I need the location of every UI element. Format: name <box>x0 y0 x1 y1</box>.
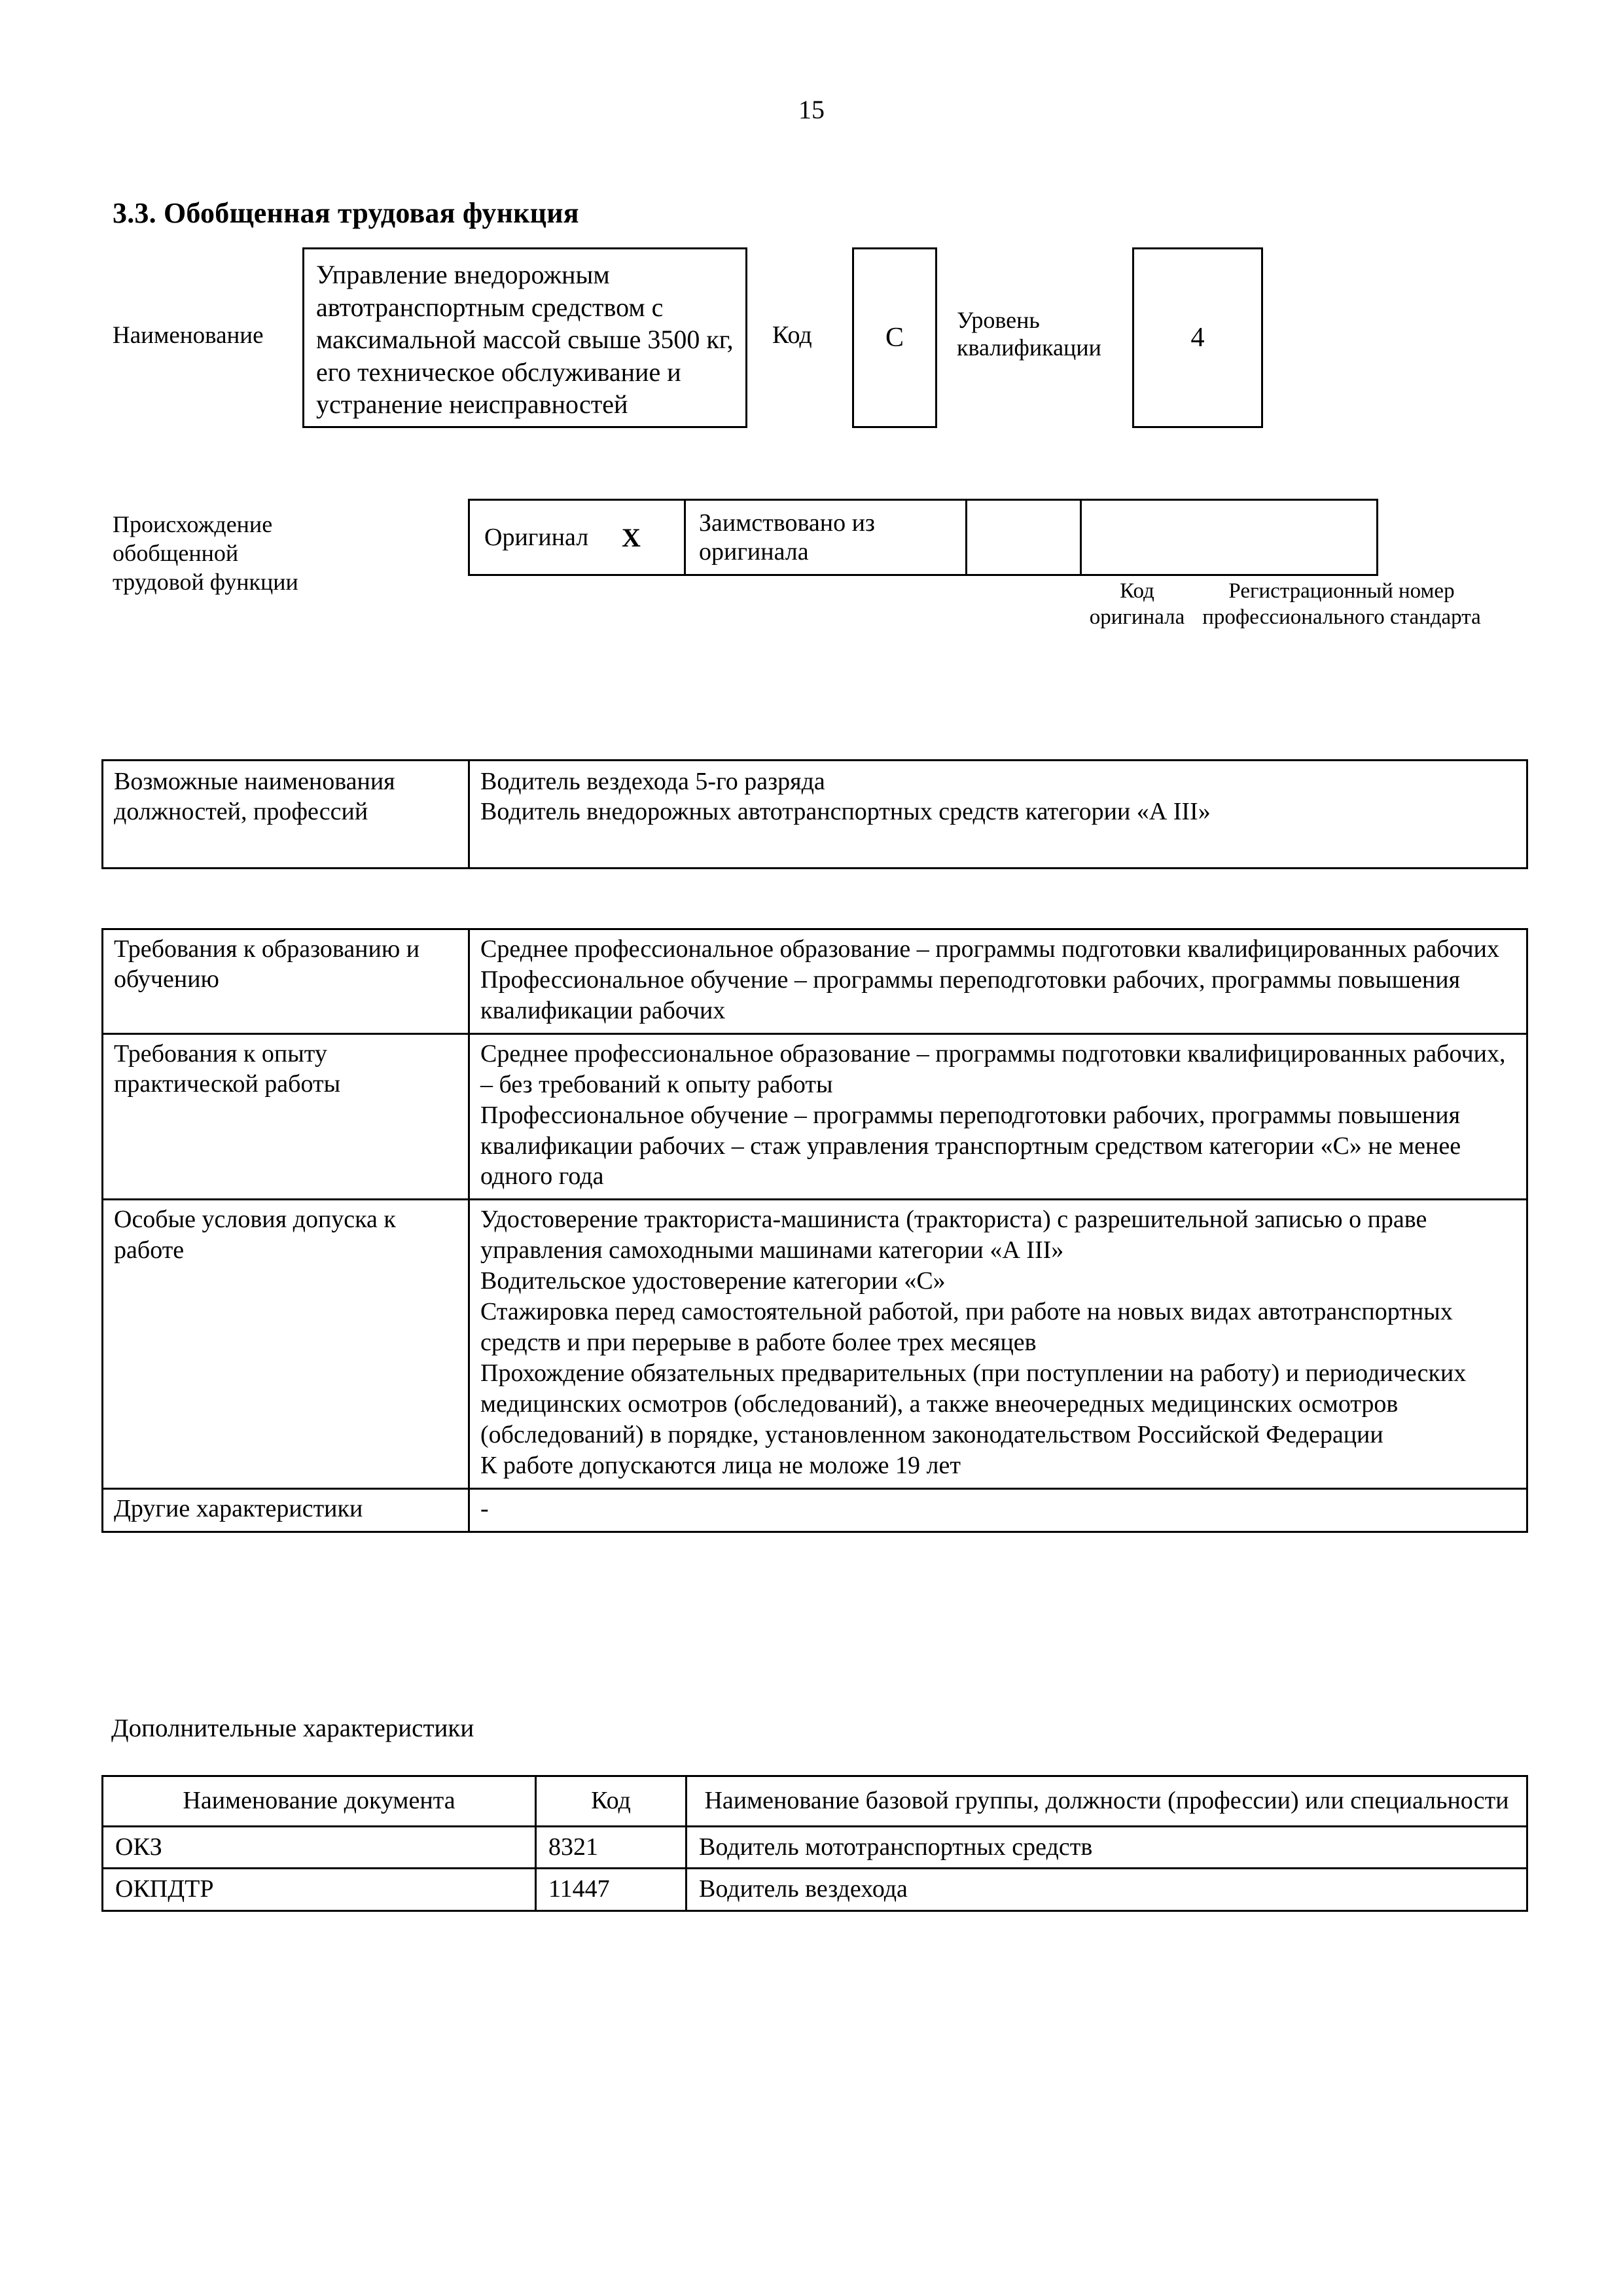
requirements-table <box>101 928 1528 1533</box>
list-item: Профессиональное обучение – программы переподготовки рабочих, программы повышения квалификации рабочих <box>480 965 1461 1024</box>
cell-code: 8321 <box>537 1827 687 1868</box>
list-item: Прохождение обязательных предварительных (при поступлении на работу) и периодических медицинских осмотров (обследований), а также внеочередных медицинских осмотров (обследований) в порядке, установленном законодательством Российской Федерации <box>480 1359 1467 1448</box>
list-item: Среднее профессиональное образование – программы подготовки квалифицированных рабочих, – без требований к опыту работы <box>480 1039 1506 1098</box>
table-row <box>103 1200 1526 1489</box>
list-item: Удостоверение тракториста-машиниста (тракториста) с разрешительной записью о праве управления самоходными машинами категории «А III» <box>480 1206 1427 1265</box>
list-item: Водитель внедорожных автотранспортных средств категории «А III» <box>480 798 1211 826</box>
requirement-value <box>470 1200 1526 1487</box>
generalized-function-block <box>113 247 1529 437</box>
table-header-row <box>103 1777 1526 1827</box>
column-header-code: Код <box>537 1777 687 1825</box>
column-header-document: Наименование документа <box>103 1777 537 1825</box>
requirement-label: Требования к образованию и обучению <box>103 930 470 1033</box>
origin-block <box>113 499 1529 629</box>
origin-registration-caption: Регистрационный номер профессионального стандарта <box>1202 579 1481 629</box>
page-number: 15 <box>798 95 825 124</box>
cell-document: ОКПДТР <box>103 1869 537 1910</box>
list-item: Водительское удостоверение категории «С» <box>480 1267 946 1295</box>
requirement-value <box>470 930 1526 1033</box>
cell-base-group: Водитель мототранспортных средств <box>699 1833 1093 1861</box>
additional-characteristics-title: Дополнительные характеристики <box>111 1714 474 1742</box>
table-row <box>103 1490 1526 1531</box>
section-title: 3.3. Обобщенная трудовая функция <box>113 197 579 229</box>
qualification-level-label: Уровень квалификации <box>957 307 1101 361</box>
column-header-base-group: Наименование базовой группы, должности (профессии) или специальности <box>704 1787 1509 1814</box>
origin-registration-cell <box>1082 501 1376 574</box>
requirement-label: Другие характеристики <box>103 1490 470 1531</box>
list-item: Водитель вездехода 5-го разряда <box>480 768 825 795</box>
cell-document: ОКЗ <box>103 1827 537 1868</box>
cell-base-group: Водитель вездехода <box>699 1875 908 1903</box>
origin-original-cell <box>470 501 686 574</box>
possible-titles-table <box>101 759 1528 869</box>
possible-titles-label: Возможные наименования должностей, профессий <box>103 761 470 867</box>
qualification-level-value-box: 4 <box>1132 247 1263 428</box>
origin-code-cell <box>967 501 1082 574</box>
code-label: Код <box>772 321 812 349</box>
origin-label: Происхождение обобщенной трудовой функции <box>113 511 298 595</box>
requirement-label: Особые условия допуска к работе <box>103 1200 470 1487</box>
name-value-box: Управление внедорожным автотранспортным средством с максимальной массой свыше 3500 кг, его техническое обслуживание и устранение неисправностей <box>302 247 747 428</box>
origin-code-caption: Код оригинала <box>1089 579 1185 629</box>
list-item: Профессиональное обучение – программы переподготовки рабочих, программы повышения квалификации рабочих – стаж управления транспортным средством категории «С» не менее одного года <box>480 1101 1461 1191</box>
origin-table <box>468 499 1378 576</box>
list-item: Стажировка перед самостоятельной работой, при работе на новых видах автотранспортных средств и при перерыве в работе более трех месяцев <box>480 1298 1453 1357</box>
name-label: Наименование <box>113 322 264 349</box>
table-row <box>103 930 1526 1035</box>
origin-original-checkmark: X <box>622 522 641 552</box>
additional-characteristics-table <box>101 1775 1528 1912</box>
table-row <box>103 1869 1526 1910</box>
list-item: К работе допускаются лица не моложе 19 лет <box>480 1451 961 1479</box>
requirement-value <box>470 1035 1526 1199</box>
code-value-box: C <box>852 247 937 428</box>
origin-borrowed-cell: Заимствовано из оригинала <box>686 501 967 574</box>
possible-titles-values <box>470 761 1526 867</box>
table-row <box>103 1827 1526 1870</box>
list-item: - <box>480 1494 489 1522</box>
requirement-label: Требования к опыту практической работы <box>103 1035 470 1199</box>
cell-code: 11447 <box>537 1869 687 1910</box>
requirement-value <box>470 1490 1526 1531</box>
table-row <box>103 1035 1526 1201</box>
list-item: Среднее профессиональное образование – программы подготовки квалифицированных рабочих <box>480 935 1499 963</box>
origin-original-label: Оригинал <box>484 524 589 551</box>
